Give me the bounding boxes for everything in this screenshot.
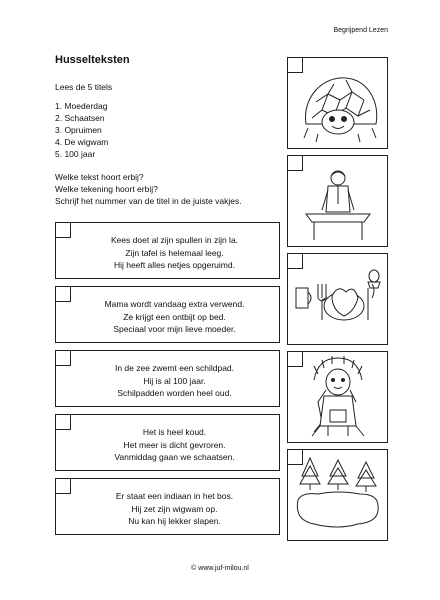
- text-line: Schilpadden worden heel oud.: [117, 388, 232, 398]
- answer-box[interactable]: [55, 414, 71, 430]
- header-label: Begrijpend Lezen: [333, 27, 388, 34]
- text-line: In de zee zwemt een schildpad.: [114, 363, 235, 373]
- title-item-5: 5. 100 jaar: [55, 149, 96, 159]
- text-line: Het is heel koud.: [142, 427, 207, 437]
- answer-box[interactable]: [287, 57, 303, 73]
- instruction-2: Welke tekening hoort erbij?: [55, 184, 158, 194]
- page-title: Husselteksten: [55, 54, 130, 66]
- answer-box[interactable]: [287, 253, 303, 269]
- title-item-1: 1. Moederdag: [55, 101, 108, 111]
- text-line: Vanmiddag gaan we schaatsen.: [114, 452, 235, 462]
- text-line: Het meer is dicht gevroren.: [123, 439, 226, 450]
- text-line: Zijn tafel is helemaal leeg.: [125, 247, 224, 258]
- text-line: Hij heeft alles netjes opgeruimd.: [114, 260, 235, 270]
- text-line: Kees doet al zijn spullen in zijn la.: [110, 235, 239, 245]
- instruction-3: Schrijf het nummer van de titel in de juiste vakjes.: [55, 196, 242, 206]
- title-item-4: 4. De wigwam: [55, 137, 109, 147]
- text-line: Hij is al 100 jaar.: [143, 375, 206, 386]
- answer-box[interactable]: [55, 286, 71, 302]
- answer-box[interactable]: [287, 449, 303, 465]
- answer-box[interactable]: [55, 478, 71, 494]
- breakfast-picture: [287, 253, 388, 345]
- footer-credit: © www.juf-milou.nl: [191, 565, 249, 572]
- boy-at-desk-picture: [287, 155, 388, 247]
- text-line: Mama wordt vandaag extra verwend.: [104, 299, 245, 309]
- answer-box[interactable]: [287, 155, 303, 171]
- text-line: Ze krijgt een ontbijt op bed.: [123, 311, 226, 322]
- text-card-3: [55, 350, 280, 407]
- text-line: Hij zet zijn wigwam op.: [131, 503, 218, 514]
- text-line: Speciaal voor mijn lieve moeder.: [113, 324, 236, 334]
- text-card-2: [55, 286, 280, 343]
- indian-picture: [287, 351, 388, 443]
- answer-box[interactable]: [55, 350, 71, 366]
- instruction-1: Welke tekst hoort erbij?: [55, 172, 144, 182]
- text-card-5: [55, 478, 280, 535]
- text-line: Nu kan hij lekker slapen.: [128, 516, 221, 526]
- answer-box[interactable]: [55, 222, 71, 238]
- title-item-2: 2. Schaatsen: [55, 113, 105, 123]
- answer-box[interactable]: [287, 351, 303, 367]
- text-card-4: [55, 414, 280, 471]
- frozen-lake-picture: [287, 449, 388, 541]
- tortoise-picture: [287, 57, 388, 149]
- text-card-1: [55, 222, 280, 279]
- title-item-3: 3. Opruimen: [55, 125, 102, 135]
- intro-text: Lees de 5 titels: [55, 82, 113, 92]
- text-line: Er staat een indiaan in het bos.: [115, 491, 234, 501]
